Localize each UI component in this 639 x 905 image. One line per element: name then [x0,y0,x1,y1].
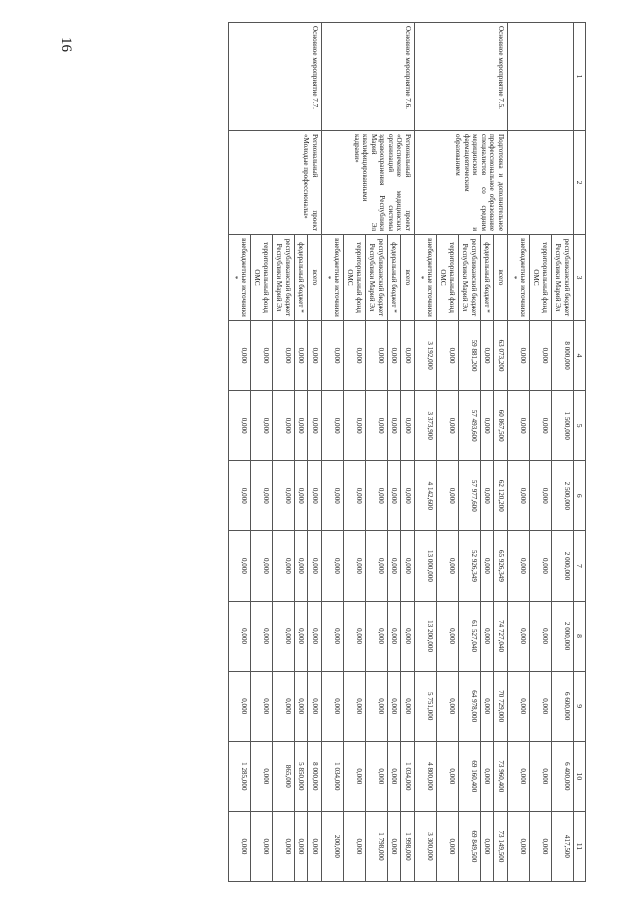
value-cell: 0,000 [387,741,401,811]
value-cell: 0,000 [387,811,401,881]
value-cell: 0,000 [436,671,458,741]
value-cell: 0,000 [529,601,551,671]
value-cell: 0,000 [228,601,250,671]
value-cell: 0,000 [480,321,494,391]
value-cell: 69 849,500 [458,811,480,881]
column-header: 3 [573,235,585,321]
value-cell: 59 881,200 [458,321,480,391]
value-cell: 0,000 [529,531,551,601]
value-cell: 0,000 [343,741,365,811]
value-cell: 61 527,040 [458,601,480,671]
funding-source-cell: республиканский бюджет Республики Марий Эл [551,235,573,321]
value-cell: 0,000 [321,671,343,741]
value-cell: 0,000 [401,391,415,461]
funding-source-cell: территориальный фонд ОМС [250,235,272,321]
value-cell: 0,000 [529,461,551,531]
funding-source-cell: внебюджетные источники * [414,235,436,321]
value-cell: 0,000 [480,741,494,811]
value-cell: 60 867,500 [494,391,508,461]
value-cell: 0,000 [294,321,308,391]
funding-source-cell: внебюджетные источники * [228,235,250,321]
value-cell: 0,000 [308,811,322,881]
value-cell: 0,000 [250,531,272,601]
value-cell: 73 149,500 [494,811,508,881]
funding-source-cell: всего [494,235,508,321]
value-cell: 0,000 [250,461,272,531]
value-cell: 0,000 [436,531,458,601]
value-cell: 0,000 [387,391,401,461]
column-header: 1 [573,23,585,131]
table-body [228,23,573,882]
table-row [308,23,322,882]
funding-source-cell: федеральный бюджет * [387,235,401,321]
value-cell: 52 926,349 [458,531,480,601]
header-row [573,23,585,882]
value-cell: 0,000 [507,741,529,811]
measure-cell [507,23,573,131]
value-cell: 0,000 [529,741,551,811]
value-cell: 0,000 [308,391,322,461]
funding-source-cell: республиканский бюджет Республики Марий Эл [365,235,387,321]
value-cell: 1 500,000 [551,391,573,461]
value-cell: 0,000 [507,391,529,461]
value-cell: 62 120,200 [494,461,508,531]
value-cell: 0,000 [507,531,529,601]
value-cell: 0,000 [343,531,365,601]
value-cell: 0,000 [343,601,365,671]
value-cell: 0,000 [436,461,458,531]
value-cell: 6 600,000 [551,671,573,741]
value-cell: 4 142,600 [414,461,436,531]
funding-source-cell: внебюджетные источники * [507,235,529,321]
value-cell: 0,000 [272,811,294,881]
column-header: 11 [573,811,585,881]
value-cell: 0,000 [507,601,529,671]
project-cell: Региональный проект «Обеспечение медицинских организаций системы здравоохранения Республики Марий Эл квалифицированными кадрами» [321,131,414,235]
value-cell: 0,000 [308,601,322,671]
value-cell: 0,000 [228,391,250,461]
funding-source-cell: республиканский бюджет Республики Марий Эл [458,235,480,321]
value-cell: 0,000 [321,321,343,391]
value-cell: 5 850,000 [294,741,308,811]
value-cell: 0,000 [294,461,308,531]
value-cell: 13 000,000 [414,531,436,601]
value-cell: 6 400,000 [551,741,573,811]
value-cell: 0,000 [308,321,322,391]
value-cell: 70 729,000 [494,671,508,741]
value-cell: 0,000 [272,461,294,531]
value-cell: 0,000 [387,531,401,601]
value-cell: 57 977,600 [458,461,480,531]
value-cell: 0,000 [228,671,250,741]
funding-source-cell: внебюджетные источники * [321,235,343,321]
column-header: 4 [573,321,585,391]
measure-cell: Основное мероприятие 7.7. [228,23,321,131]
funding-source-cell: территориальный фонд ОМС [343,235,365,321]
value-cell: 0,000 [480,671,494,741]
value-cell: 0,000 [272,531,294,601]
value-cell: 0,000 [401,601,415,671]
value-cell: 1 998,000 [401,811,415,881]
value-cell: 0,000 [401,671,415,741]
value-cell: 1 034,000 [321,741,343,811]
value-cell: 0,000 [480,461,494,531]
measure-cell: Основное мероприятие 7.6. [321,23,414,131]
value-cell: 0,000 [401,531,415,601]
project-cell [507,131,573,235]
value-cell: 0,000 [343,321,365,391]
value-cell: 0,000 [507,671,529,741]
value-cell: 0,000 [294,811,308,881]
column-header: 5 [573,391,585,461]
value-cell: 0,000 [365,601,387,671]
value-cell: 74 727,040 [494,601,508,671]
value-cell: 0,000 [387,321,401,391]
value-cell: 0,000 [272,321,294,391]
value-cell: 0,000 [272,671,294,741]
table-row [551,23,573,882]
value-cell: 0,000 [387,671,401,741]
rotated-table-wrapper [116,22,586,882]
table-row [494,23,508,882]
column-header: 10 [573,741,585,811]
page-number: 16 [58,37,74,52]
value-cell: 73 960,400 [494,741,508,811]
table-row [401,23,415,882]
value-cell: 0,000 [250,391,272,461]
project-cell: Подготовка и дополнительное профессиональное образование специалистов со средним медицинским и фармацевтическим образованием [414,131,507,235]
value-cell: 0,000 [250,741,272,811]
value-cell: 0,000 [436,391,458,461]
value-cell: 0,000 [272,391,294,461]
value-cell: 1 798,000 [365,811,387,881]
value-cell: 0,000 [436,601,458,671]
value-cell: 0,000 [294,671,308,741]
value-cell: 0,000 [480,531,494,601]
value-cell: 1 285,000 [228,741,250,811]
value-cell: 0,000 [529,391,551,461]
value-cell: 0,000 [480,601,494,671]
value-cell: 0,000 [294,531,308,601]
value-cell: 0,000 [365,741,387,811]
value-cell: 0,000 [507,461,529,531]
column-header: 8 [573,601,585,671]
funding-source-cell: всего [401,235,415,321]
value-cell: 0,000 [529,321,551,391]
value-cell: 0,000 [308,531,322,601]
value-cell: 0,000 [480,391,494,461]
value-cell: 0,000 [387,601,401,671]
value-cell: 63 073,200 [494,321,508,391]
value-cell: 0,000 [308,461,322,531]
value-cell: 0,000 [507,811,529,881]
value-cell: 0,000 [343,461,365,531]
value-cell: 200,000 [321,811,343,881]
value-cell: 64 978,000 [458,671,480,741]
funding-source-cell: республиканский бюджет Республики Марий Эл [272,235,294,321]
value-cell: 0,000 [401,461,415,531]
value-cell: 0,000 [436,741,458,811]
value-cell: 69 160,400 [458,741,480,811]
value-cell: 0,000 [507,321,529,391]
funding-source-cell: территориальный фонд ОМС [436,235,458,321]
value-cell: 0,000 [250,321,272,391]
measure-cell: Основное мероприятие 7.5. [414,23,507,131]
value-cell: 0,000 [308,671,322,741]
value-cell: 2 500,000 [551,461,573,531]
budget-table [228,22,586,882]
value-cell: 0,000 [250,671,272,741]
value-cell: 0,000 [365,531,387,601]
value-cell: 0,000 [529,811,551,881]
value-cell: 57 493,600 [458,391,480,461]
value-cell: 2 000,000 [551,531,573,601]
value-cell: 0,000 [294,391,308,461]
value-cell: 865,000 [272,741,294,811]
value-cell: 3 300,000 [414,811,436,881]
value-cell: 0,000 [272,601,294,671]
value-cell: 0,000 [365,671,387,741]
value-cell: 65 926,349 [494,531,508,601]
column-header: 7 [573,531,585,601]
value-cell: 0,000 [343,811,365,881]
value-cell: 0,000 [401,321,415,391]
value-cell: 0,000 [250,601,272,671]
value-cell: 0,000 [228,461,250,531]
value-cell: 8 000,000 [308,741,322,811]
value-cell: 0,000 [365,321,387,391]
value-cell: 1 034,000 [401,741,415,811]
value-cell: 0,000 [529,671,551,741]
value-cell: 13 200,000 [414,601,436,671]
value-cell: 417,500 [551,811,573,881]
funding-source-cell: федеральный бюджет * [294,235,308,321]
value-cell: 0,000 [228,531,250,601]
column-header: 9 [573,671,585,741]
value-cell: 3 192,000 [414,321,436,391]
value-cell: 0,000 [321,531,343,601]
value-cell: 0,000 [228,321,250,391]
value-cell: 0,000 [294,601,308,671]
value-cell: 0,000 [365,461,387,531]
project-cell: Региональный проект «Молодые профессионалы» [228,131,321,235]
funding-source-cell: территориальный фонд ОМС [529,235,551,321]
column-header: 2 [573,131,585,235]
value-cell: 0,000 [387,461,401,531]
value-cell: 0,000 [321,601,343,671]
funding-source-cell: федеральный бюджет * [480,235,494,321]
value-cell: 0,000 [321,391,343,461]
value-cell: 0,000 [321,461,343,531]
funding-source-cell: всего [308,235,322,321]
value-cell: 0,000 [343,671,365,741]
value-cell: 0,000 [365,391,387,461]
value-cell: 0,000 [228,811,250,881]
value-cell: 0,000 [250,811,272,881]
value-cell: 0,000 [480,811,494,881]
value-cell: 0,000 [343,391,365,461]
value-cell: 0,000 [436,811,458,881]
value-cell: 8 000,000 [551,321,573,391]
value-cell: 4 800,000 [414,741,436,811]
value-cell: 3 373,900 [414,391,436,461]
value-cell: 5 751,000 [414,671,436,741]
value-cell: 2 000,000 [551,601,573,671]
value-cell: 0,000 [436,321,458,391]
column-header: 6 [573,461,585,531]
